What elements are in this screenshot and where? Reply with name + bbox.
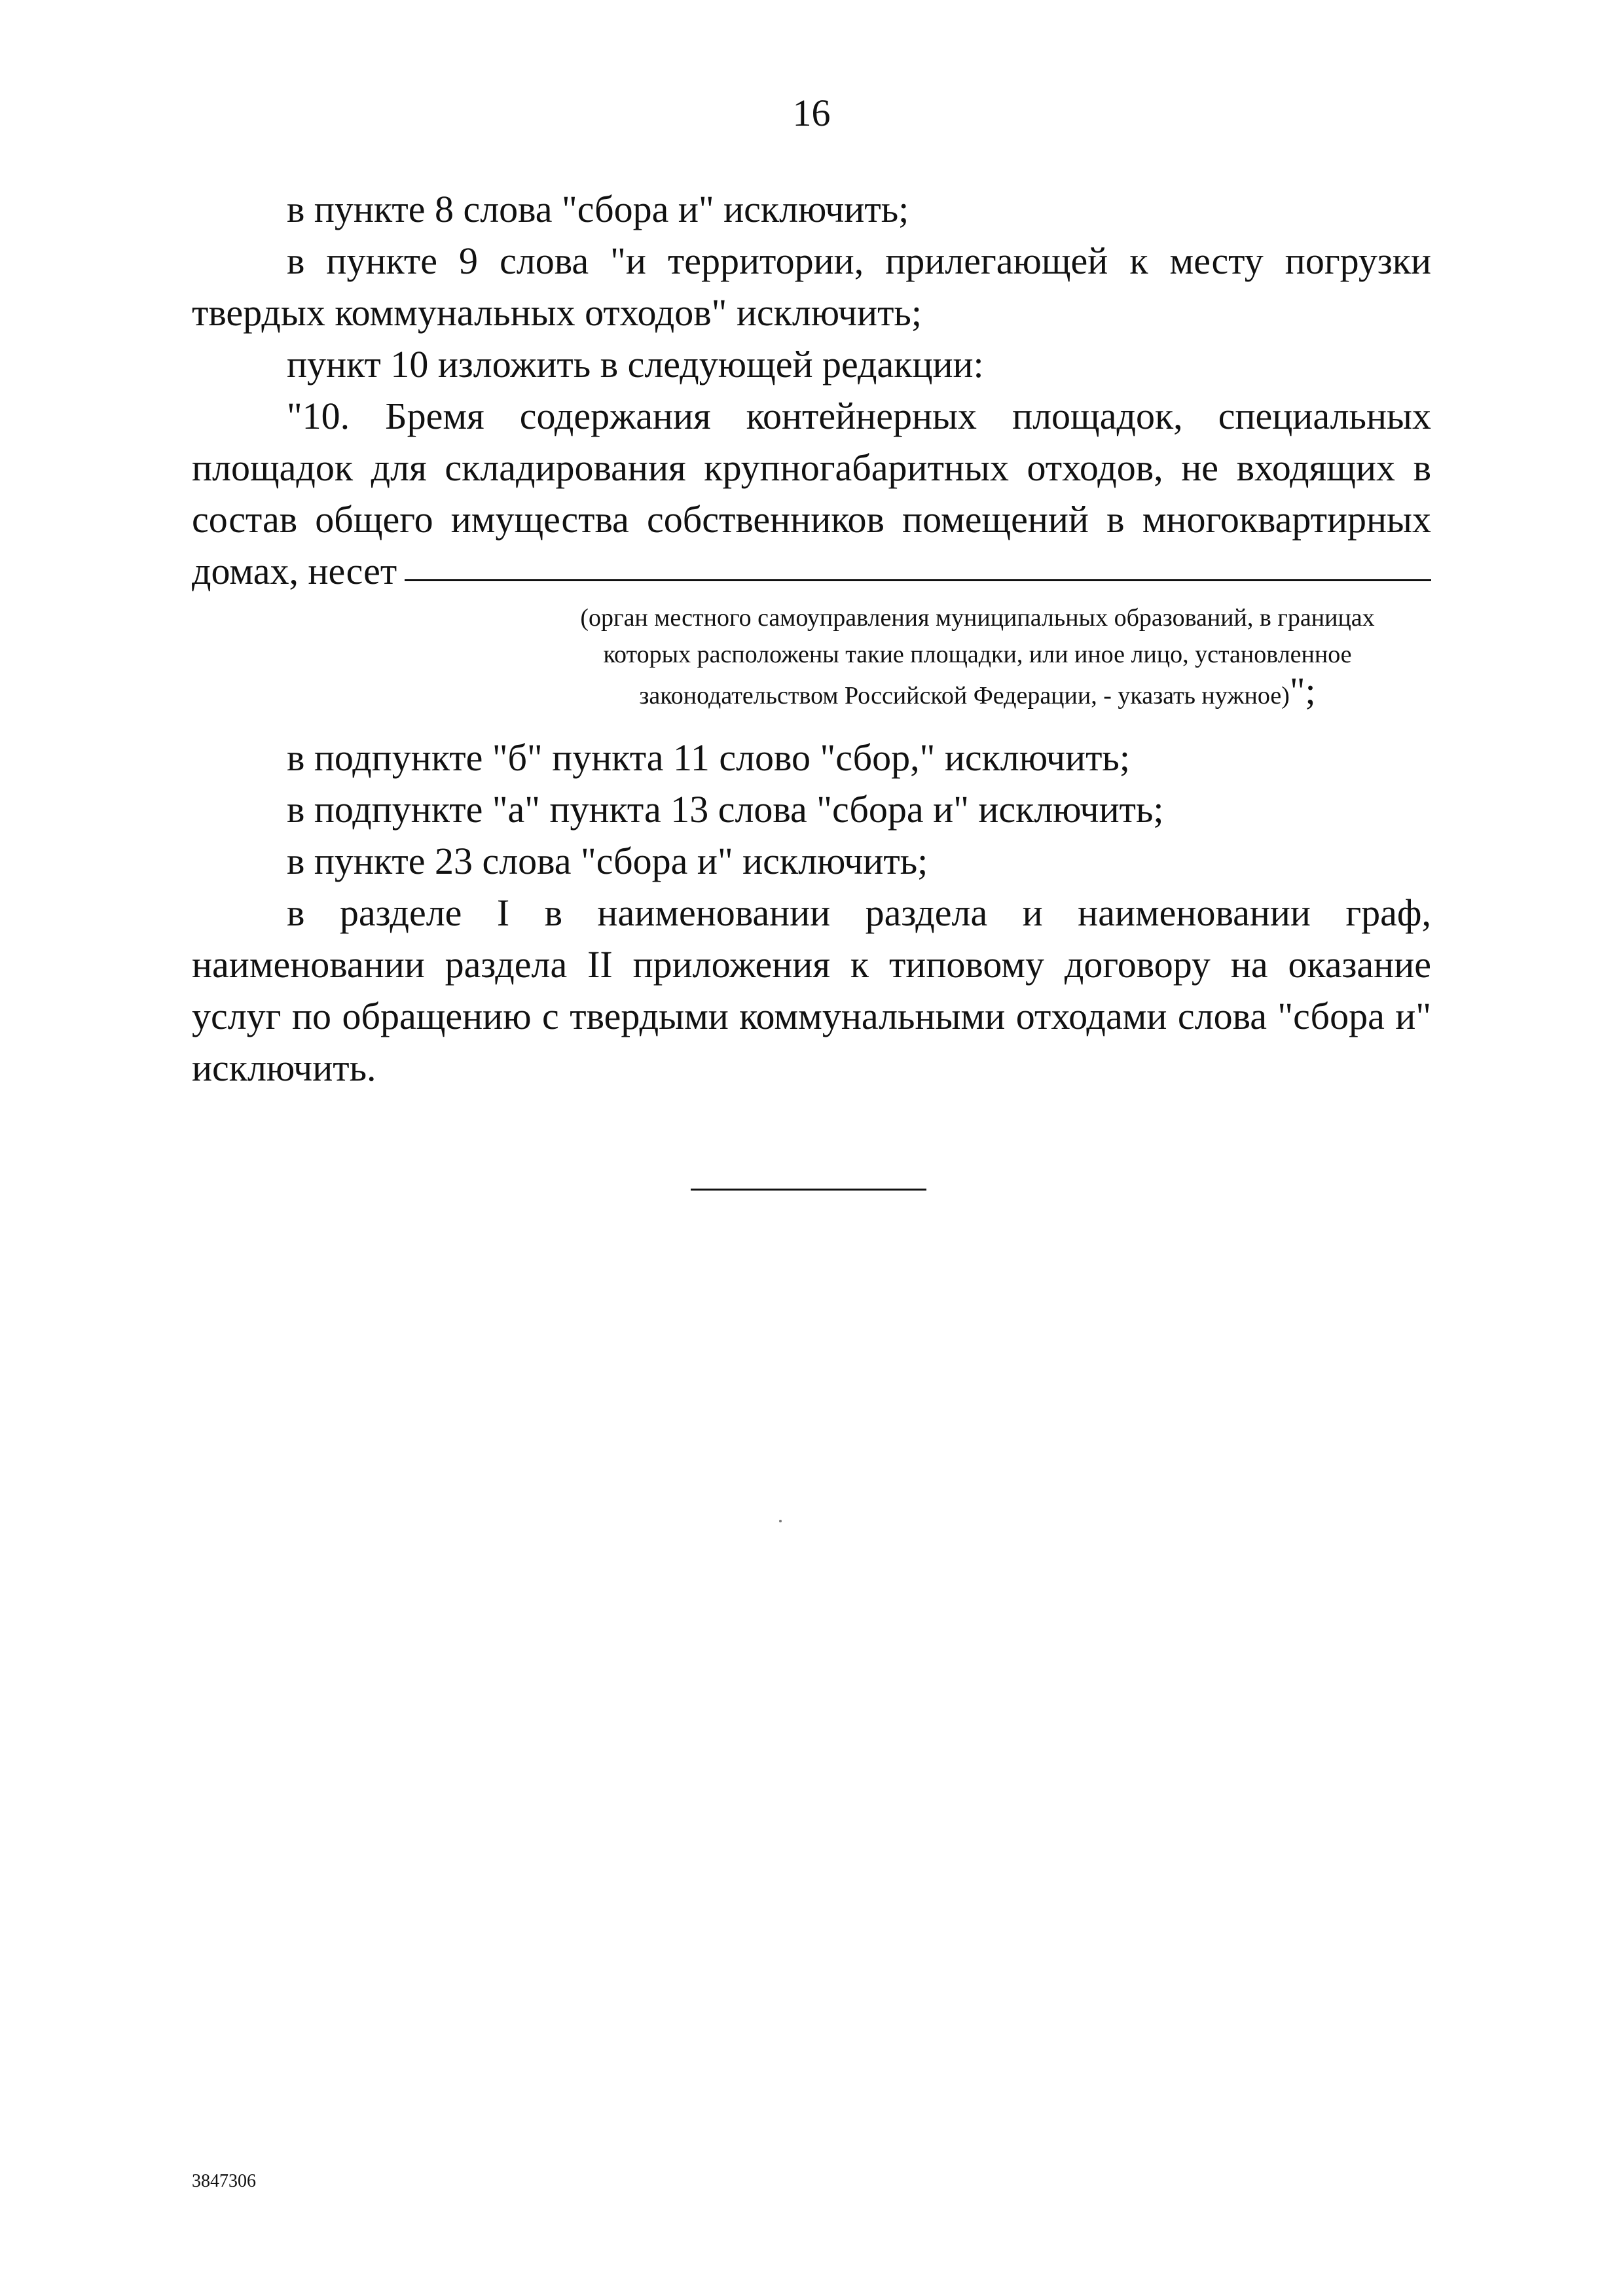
page-number: 16 [792,92,831,134]
paragraph-item-10-intro: пункт 10 изложить в следующей редакции: [287,343,984,386]
fill-in-line [192,545,1431,597]
end-divider [691,1189,926,1191]
paragraph-item-8: в пункте 8 слова "сбора и" исключить; [287,188,909,230]
scan-speck [779,1520,782,1522]
fill-in-footnote [192,600,1431,717]
footnote-line-3: законодательством Российской Федерации, - указать нужное) [639,682,1290,709]
paragraph-item-10-text: "10. Бремя содержания контейнерных площадок, специальных площадок для складирования крупногабаритных отходов, не входящих в состав общего имущества собственников помещений в многоквартирных [192,395,1431,541]
paragraph-section-names: в разделе I в наименовании раздела и наименовании граф, наименовании раздела II приложения к типовому договору на оказание услуг по обращению с твердыми коммунальными отходами слова "сбора и" исключить. [192,891,1431,1089]
fill-in-label: домах, несет [192,550,397,592]
document-body [192,183,1431,1094]
paragraph-item-13: в подпункте "а" пункта 13 слова "сбора и" исключить; [287,788,1164,831]
closing-quote: "; [1289,670,1316,712]
footnote-line-2: которых расположены такие площадки, или иное лицо, установленное [603,641,1352,668]
footnote-line-1: (орган местного самоуправления муниципальных образований, в границах [580,604,1375,632]
document-id: 3847306 [192,2171,256,2191]
paragraph-item-11: в подпункте "б" пункта 11 слово "сбор," исключить; [287,736,1130,779]
fill-in-blank-rule [405,579,1431,581]
paragraph-item-9: в пункте 9 слова "и территории, прилегающей к месту погрузки твердых коммунальных отходов" исключить; [192,240,1431,334]
paragraph-item-23: в пункте 23 слова "сбора и" исключить; [287,840,928,882]
